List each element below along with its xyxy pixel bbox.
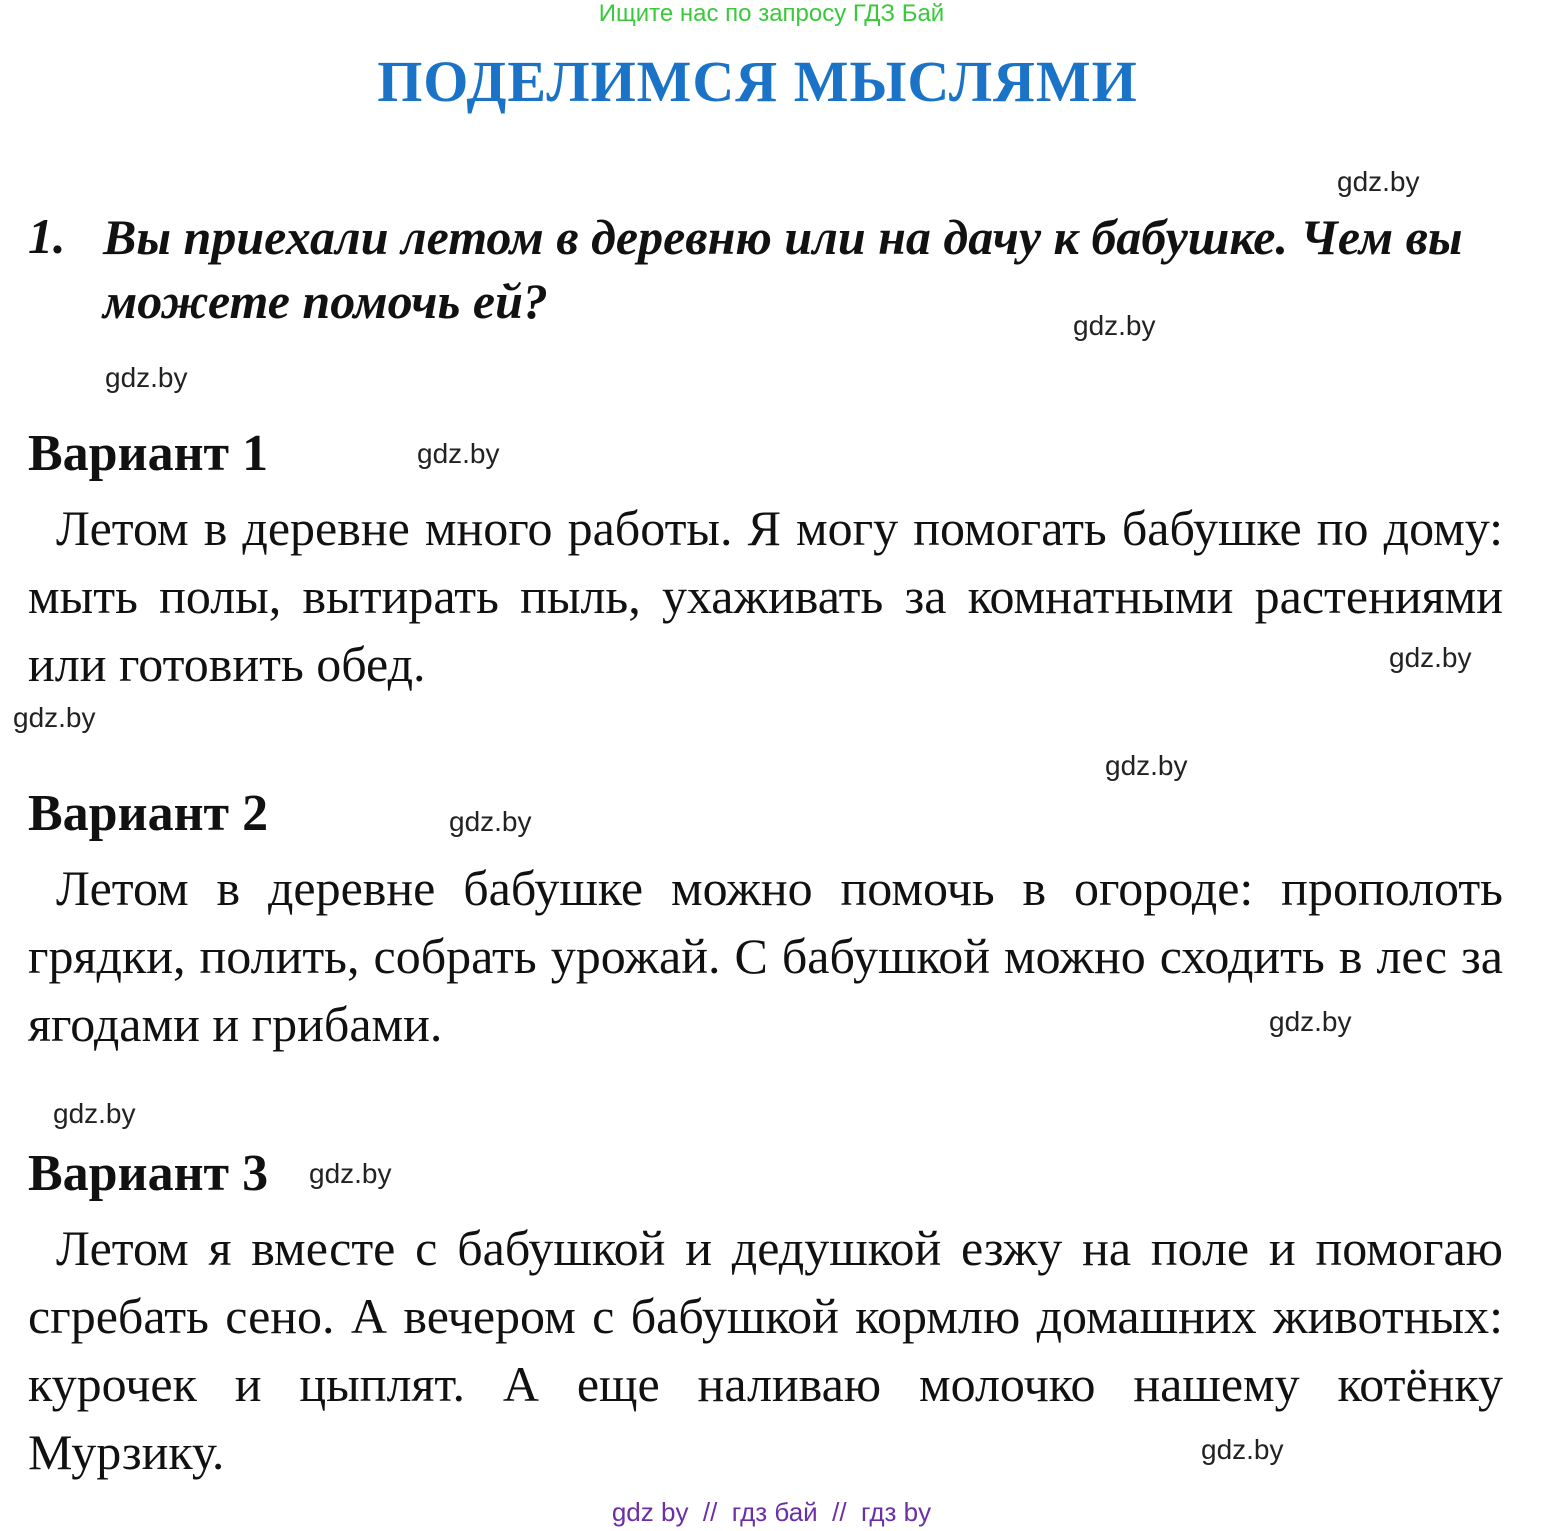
watermark: gdz.by: [1073, 310, 1156, 341]
watermark: gdz.by: [1105, 750, 1188, 781]
watermark: gdz.by: [13, 702, 96, 733]
watermark: gdz.by: [1389, 642, 1472, 673]
footer-links: gdz by // гдз бай // гдз by: [611, 1497, 932, 1527]
watermark: gdz.by: [53, 1098, 136, 1129]
watermark: gdz.by: [105, 362, 188, 393]
watermark: gdz.by: [449, 806, 532, 837]
variant-2-text: Летом в деревне бабушке можно помочь в огороде: прополоть грядки, полить, собрать урожай. С бабушкой можно сходить в лес за ягодами и грибами.: [28, 860, 1503, 1052]
page-title: ПОДЕЛИМСЯ МЫСЛЯМИ: [377, 49, 1138, 114]
watermark: gdz.by: [1337, 166, 1420, 197]
variant-3-heading: Вариант 3: [28, 1145, 269, 1202]
variant-1-text: Летом в деревне много работы. Я могу помогать бабушке по дому: мыть полы, вытирать пыль, ухаживать за комнатными растениями или готовить обед.: [28, 500, 1503, 692]
variant-3-text: Летом я вместе с бабушкой и дедушкой езжу на поле и помогаю сгребать сено. А вечером с бабушкой кормлю домашних животных: курочек и цыплят. А еще наливаю молочко нашему котёнку Мурзику.: [28, 1220, 1503, 1480]
watermark: gdz.by: [417, 438, 500, 469]
variant-1-heading: Вариант 1: [28, 425, 269, 482]
watermark: gdz.by: [1269, 1006, 1352, 1037]
variant-2-heading: Вариант 2: [28, 785, 269, 842]
watermark: gdz.by: [1201, 1434, 1284, 1465]
watermark: gdz.by: [309, 1158, 392, 1189]
task-number: 1.: [28, 208, 66, 264]
top-banner: Ищите нас по запросу ГДЗ Бай: [598, 0, 945, 27]
task-question: Вы приехали летом в деревню или на дачу к бабушке. Чем вы можете помочь ей?: [103, 209, 1463, 329]
